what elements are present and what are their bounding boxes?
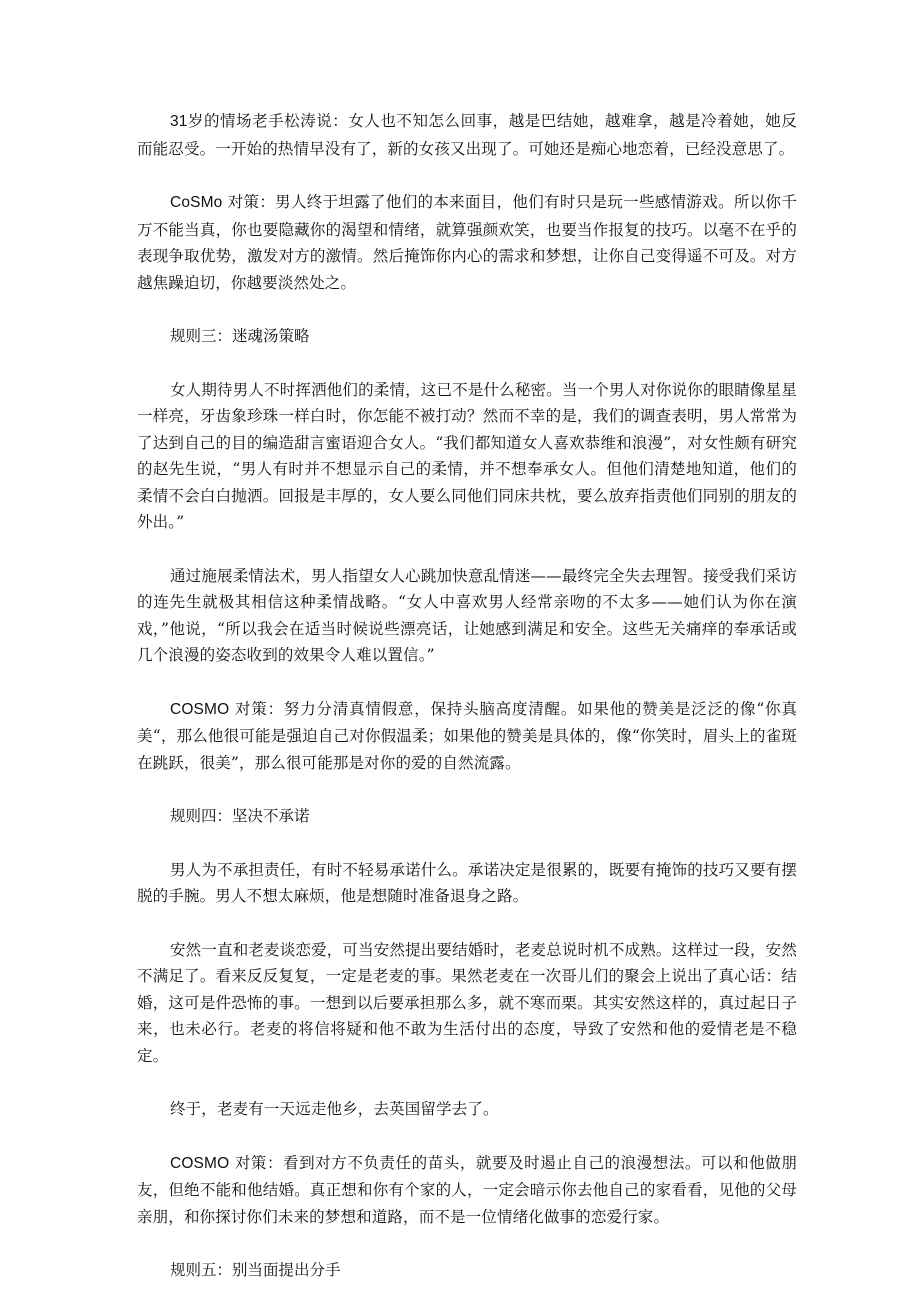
paragraph-text: 通过施展柔情法术，男人指望女人心跳加快意乱情迷——最终完全失去理智。接受我们采访的连先生就极其相信这种柔情战略。“女人中喜欢男人经常亲吻的不太多——她们认为你在演戏，”他说，“所以我会在适当时候说些漂亮话，让她感到满足和安全。这些无关痛痒的奉承话或几个浪漫的姿态收到的效果令人难以置信。” xyxy=(137,566,797,664)
paragraph-lead: COSMO xyxy=(170,1154,230,1172)
paragraph-text: 对策：努力分清真情假意，保持头脑高度清醒。如果他的赞美是泛泛的像“你真美“，那么他很可能是强迫自己对你假温柔；如果他的赞美是具体的，像“你笑时，眉头上的雀斑在跳跃，很美”，那么很可能那是对你的爱的自然流露。 xyxy=(137,699,797,772)
section-heading-rule-4: 规则四：坚决不承诺 xyxy=(170,807,310,825)
paragraph-text: 终于，老麦有一天远走他乡，去英国留学去了。 xyxy=(170,1100,499,1118)
paragraph-songtao-quote xyxy=(137,108,797,162)
paragraph-text: 男人为不承担责任，有时不轻易承诺什么。承诺决定是很累的，既要有掩饰的技巧又要有摆脱的手腕。男人不想太麻烦，他是想随时准备退身之路。 xyxy=(137,860,797,905)
paragraph-text: 岁的情场老手松涛说：女人也不知怎么回事，越是巴结她，越难拿，越是冷着她，她反而能忍受。一开始的热情早没有了，新的女孩又出现了。可她还是痴心地恋着，已经没意思了。 xyxy=(137,112,797,158)
paragraph-lead: CoSMo xyxy=(170,194,223,211)
paragraph-rule-3-interview xyxy=(137,563,797,669)
paragraph-rule-4-ending xyxy=(137,1096,797,1123)
document-page xyxy=(137,108,797,1311)
paragraph-lead: COSMO xyxy=(170,700,230,718)
paragraph-lead: 31 xyxy=(170,113,188,130)
paragraph-cosmo-strategy-3 xyxy=(137,1150,797,1231)
paragraph-cosmo-strategy-1 xyxy=(137,189,797,296)
paragraph-text: 女人期待男人不时挥洒他们的柔情，这已不是什么秘密。当一个男人对你说你的眼睛像星星一样亮，牙齿象珍珠一样白时，你怎能不被打动？然而不幸的是，我们的调查表明，男人常常为了达到自己的目的编造甜言蜜语迎合女人。“我们都知道女人喜欢恭维和浪漫”，对女性颇有研究的赵先生说，“男人有时并不想显示自己的柔情，并不想奉承女人。但他们清楚地知道，他们的柔情不会白白抛洒。回报是丰厚的，女人要么同他们同床共枕，要么放弃指责他们同别的朋友的外出。” xyxy=(137,380,797,531)
paragraph-rule-3-intro xyxy=(137,377,797,536)
section-heading-rule-3: 规则三：迷魂汤策略 xyxy=(170,327,310,345)
paragraph-text: 安然一直和老麦谈恋爱，可当安然提出要结婚时，老麦总说时机不成熟。这样过一段，安然不满足了。看来反反复复，一定是老麦的事。果然老麦在一次哥儿们的聚会上说出了真心话：结婚，这可是件恐怖的事。一想到以后要承担那么多，就不寒而栗。其实安然这样的，真过起日子来，也未必行。老麦的将信将疑和他不敢为生活付出的态度，导致了安然和他的爱情老是不稳定。 xyxy=(137,940,797,1065)
paragraph-rule-4-intro xyxy=(137,857,797,910)
paragraph-text: 对策：看到对方不负责任的苗头，就要及时遏止自己的浪漫想法。可以和他做朋友，但绝不能和他结婚。真正想和你有个家的人，一定会暗示你去他自己的家看看，见他的父母亲朋，和你探讨你们未来的梦想和道路，而不是一位情绪化做事的恋爱行家。 xyxy=(137,1153,797,1226)
paragraph-rule-4-story xyxy=(137,937,797,1070)
section-heading-rule-5: 规则五：别当面提出分手 xyxy=(170,1261,341,1279)
paragraph-text: 对策：男人终于坦露了他们的本来面目，他们有时只是玩一些感情游戏。所以你千万不能当真，你也要隐藏你的渴望和情绪，就算强颜欢笑，也要当作报复的技巧。以毫不在乎的表现争取优势，激发对方的激情。然后掩饰你内心的需求和梦想，让你自己变得遥不可及。对方越焦躁迫切，你越要淡然处之。 xyxy=(137,193,797,292)
paragraph-cosmo-strategy-2 xyxy=(137,696,797,777)
